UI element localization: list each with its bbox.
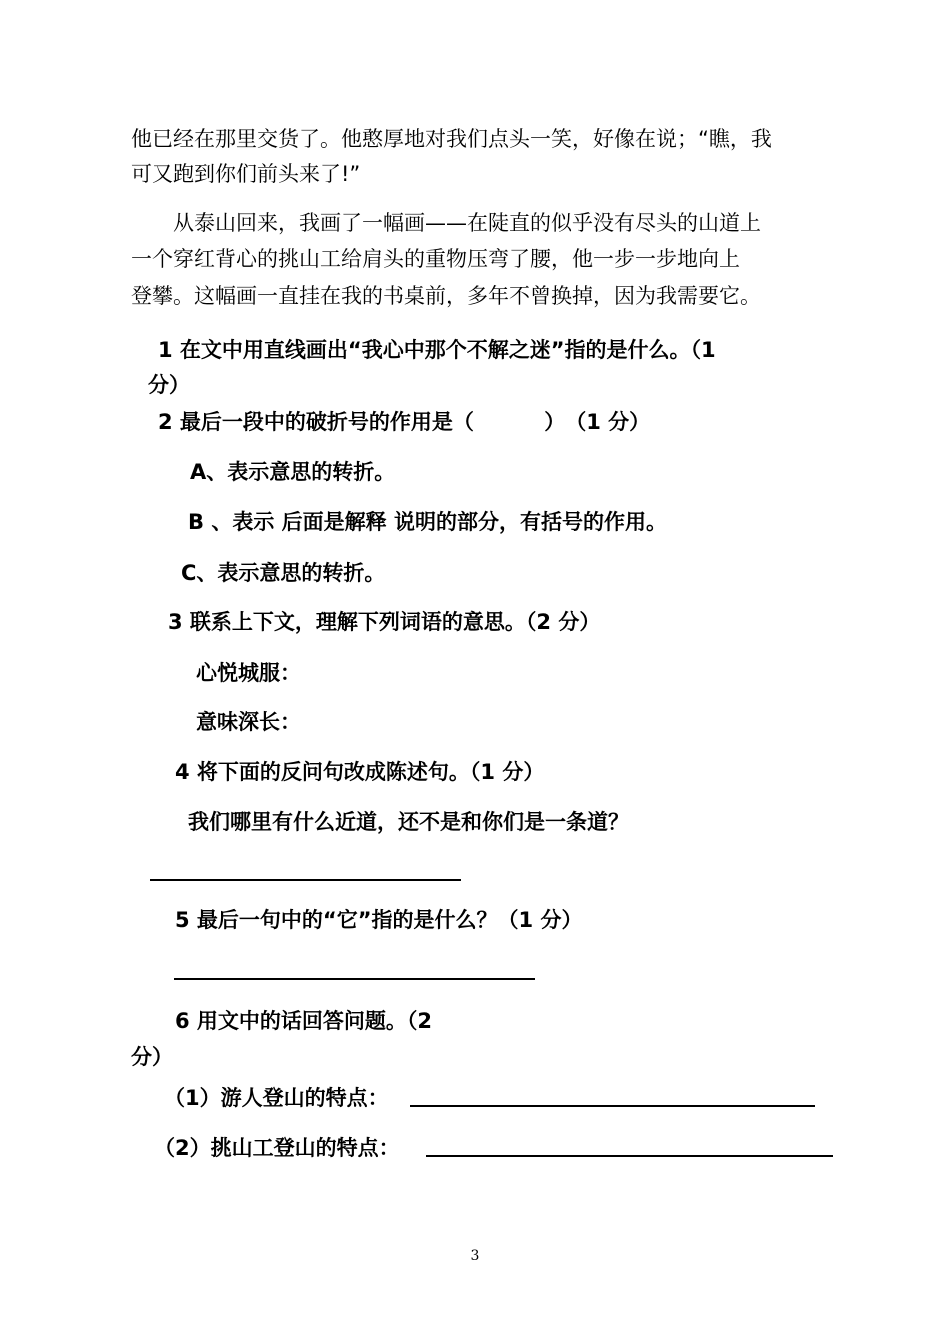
answer-line bbox=[150, 879, 461, 881]
passage-line: 一个穿红背心的挑山工给肩头的重物压弯了腰，他一步一步地向上 bbox=[131, 247, 740, 271]
option-b: B 、表示 后面是解释 说明的部分，有括号的作用。 bbox=[188, 510, 667, 534]
question-1-continued: 分） bbox=[148, 373, 190, 397]
answer-line bbox=[174, 978, 535, 980]
question-6-continued: 分） bbox=[131, 1045, 173, 1069]
term-1: 心悦城服： bbox=[196, 661, 301, 685]
answer-line bbox=[426, 1155, 833, 1157]
question-6: 6 用文中的话回答问题。（2 bbox=[175, 1009, 433, 1033]
option-a: A、表示意思的转折。 bbox=[190, 460, 396, 484]
rhetorical-sentence: 我们哪里有什么近道，还不是和你们是一条道？ bbox=[188, 810, 629, 834]
answer-line bbox=[410, 1105, 815, 1107]
passage-line: 登攀。这幅画一直挂在我的书桌前，多年不曾换掉，因为我需要它。 bbox=[131, 284, 761, 308]
option-c: C、表示意思的转折。 bbox=[181, 561, 386, 585]
question-3: 3 联系上下文，理解下列词语的意思。（2 分） bbox=[168, 610, 601, 634]
passage-line: 从泰山回来，我画了一幅画——在陡直的似乎没有尽头的山道上 bbox=[173, 211, 761, 235]
question-1: 1 在文中用直线画出“我心中那个不解之迷”指的是什么。（1 bbox=[158, 338, 716, 362]
question-6-2: （2）挑山工登山的特点： bbox=[154, 1136, 400, 1160]
page-number: 3 bbox=[470, 1248, 480, 1264]
passage-line: 他已经在那里交货了。他憨厚地对我们点头一笑，好像在说；“瞧，我 bbox=[131, 127, 772, 151]
question-4: 4 将下面的反问句改成陈述句。（1 分） bbox=[175, 760, 545, 784]
term-2: 意味深长： bbox=[196, 710, 301, 734]
question-6-1: （1）游人登山的特点： bbox=[164, 1086, 389, 1110]
passage-line: 可又跑到你们前头来了!” bbox=[131, 162, 361, 186]
question-5: 5 最后一句中的“它”指的是什么？（1 分） bbox=[175, 908, 583, 932]
question-2: 2 最后一段中的破折号的作用是（ ） （1 分） bbox=[158, 410, 651, 434]
